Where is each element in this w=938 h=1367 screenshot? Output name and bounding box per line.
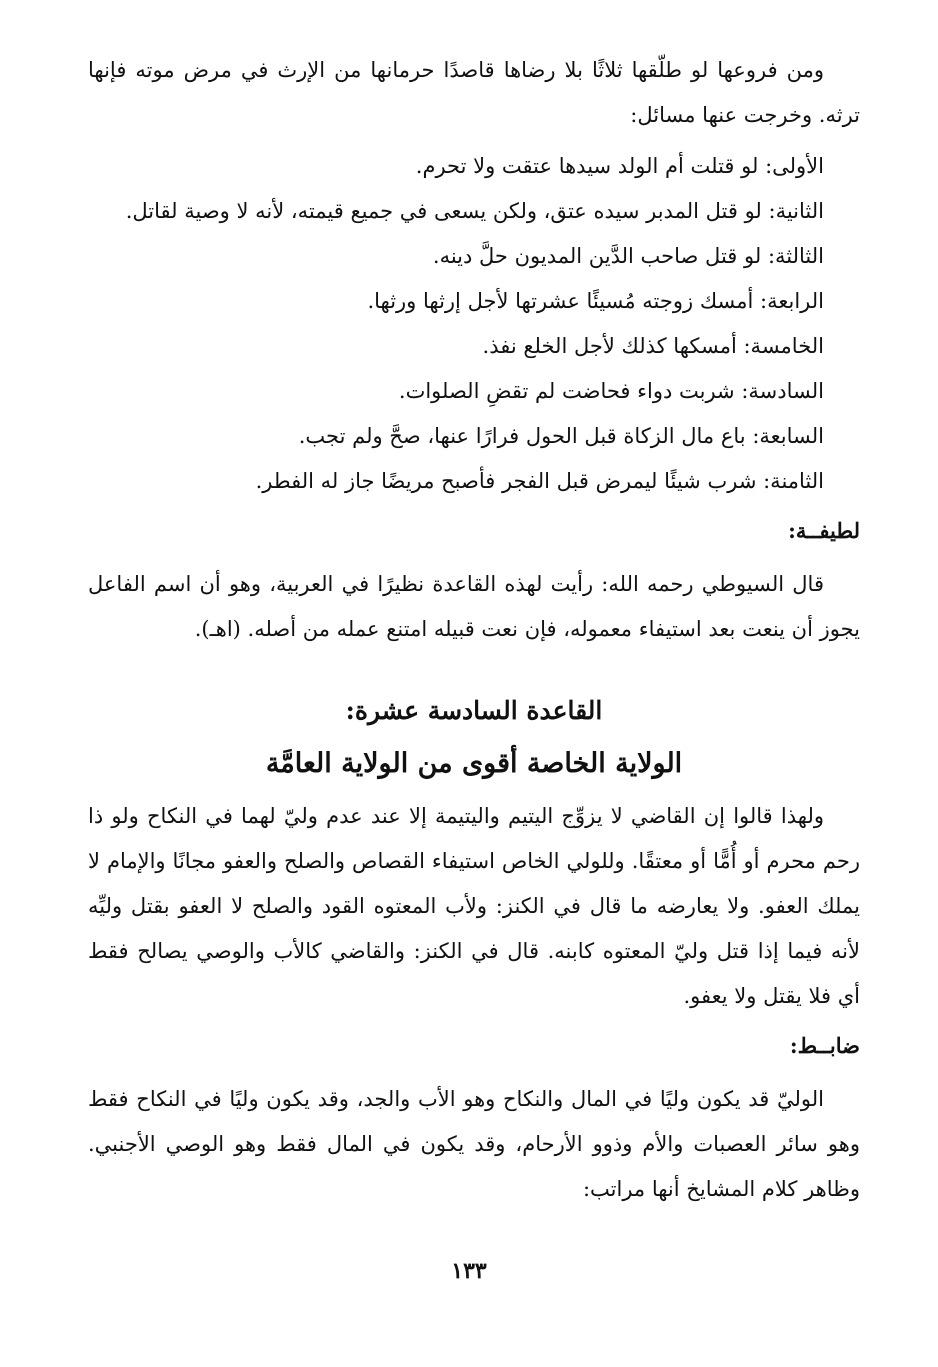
rule-title: القاعدة السادسة عشرة: bbox=[345, 696, 603, 725]
case-text: أمسكها كذلك لأجل الخلع نفذ. bbox=[482, 334, 737, 358]
case-label: السابعة: bbox=[752, 424, 824, 448]
nicety-paragraph: قال السيوطي رحمه الله: رأيت لهذه القاعدة نظيرًا في العربية، وهو أن اسم الفاعل يجوز أن ينعت بعد استيفاء معموله، فإن نعت قبيله امتنع عمله من أصله. (اهـ). bbox=[88, 572, 860, 641]
case-label: الأولى: bbox=[765, 154, 824, 178]
rule-subtitle: الولاية الخاصة أقوى من الولاية العامَّة bbox=[265, 748, 683, 779]
page-number: ١٣٣ bbox=[451, 1258, 487, 1284]
case-label: الثالثة: bbox=[767, 244, 824, 268]
list-item bbox=[88, 414, 860, 459]
case-label: الثامنة: bbox=[763, 469, 824, 493]
case-text: لو قتل صاحب الدَّين المديون حلَّ دينه. bbox=[432, 244, 762, 268]
case-text: أمسك زوجته مُسيئًا عشرتها لأجل إرثها ورثها. bbox=[367, 289, 754, 313]
case-text: لو قتلت أم الولد سيدها عتقت ولا تحرم. bbox=[415, 154, 759, 178]
list-item bbox=[88, 459, 860, 504]
list-item bbox=[88, 234, 860, 279]
list-item bbox=[88, 279, 860, 324]
list-item bbox=[88, 189, 860, 234]
case-text: شربت دواء فحاضت لم تقضِ الصلوات. bbox=[398, 379, 735, 403]
regulator-paragraph: الوليّ قد يكون وليًا في المال والنكاح وهو الأب والجد، وقد يكون وليًا في النكاح فقط وهو سائر العصبات والأم وذوو الأرحام، وقد يكون في المال فقط وهو الوصي الأجنبي. وظاهر كلام المشايخ أنها مراتب: bbox=[88, 1087, 860, 1201]
exceptions-list bbox=[88, 144, 860, 504]
list-item bbox=[88, 324, 860, 369]
case-text: لو قتل المدبر سيده عتق، ولكن يسعى في جميع قيمته، لأنه لا وصية لقاتل. bbox=[125, 199, 762, 223]
rule-paragraph: ولهذا قالوا إن القاضي لا يزوِّج اليتيم واليتيمة إلا عند عدم وليّ لهما في النكاح ولو ذا رحم محرم أو أُمًّا أو معتقًا. وللولي الخاص استيفاء القصاص والصلح والعفو مجانًا والإمام لا يملك العفو. ولا يعارضه ما قال في الكنز: ولأب المعتوه القود والصلح لا العفو بقتل وليِّه لأنه فيما إذا قتل وليّ المعتوه كابنه. قال في الكنز: والقاضي كالأب والوصي يصالح فقط أي فلا يقتل ولا يعفو. bbox=[88, 804, 860, 1008]
case-label: الرابعة: bbox=[760, 289, 824, 313]
intro-paragraph: ومن فروعها لو طلّقها ثلاثًا بلا رضاها قاصدًا حرمانها من الإرث في مرض موته فإنها ترثه. وخرجت عنها مسائل: bbox=[88, 58, 860, 127]
regulator-heading: ضابــط: bbox=[789, 1033, 860, 1058]
page-body bbox=[88, 48, 860, 1212]
case-text: باع مال الزكاة قبل الحول فرارًا عنها، صحَّ ولم تجب. bbox=[298, 424, 746, 448]
case-label: الثانية: bbox=[768, 199, 824, 223]
case-label: الخامسة: bbox=[743, 334, 824, 358]
spacer bbox=[88, 652, 860, 686]
list-item bbox=[88, 369, 860, 414]
nicety-heading: لطيفــة: bbox=[788, 518, 860, 543]
case-label: السادسة: bbox=[741, 379, 824, 403]
list-item bbox=[88, 144, 860, 189]
case-text: شرب شيئًا ليمرض قبل الفجر فأصبح مريضًا جاز له الفطر. bbox=[255, 469, 757, 493]
